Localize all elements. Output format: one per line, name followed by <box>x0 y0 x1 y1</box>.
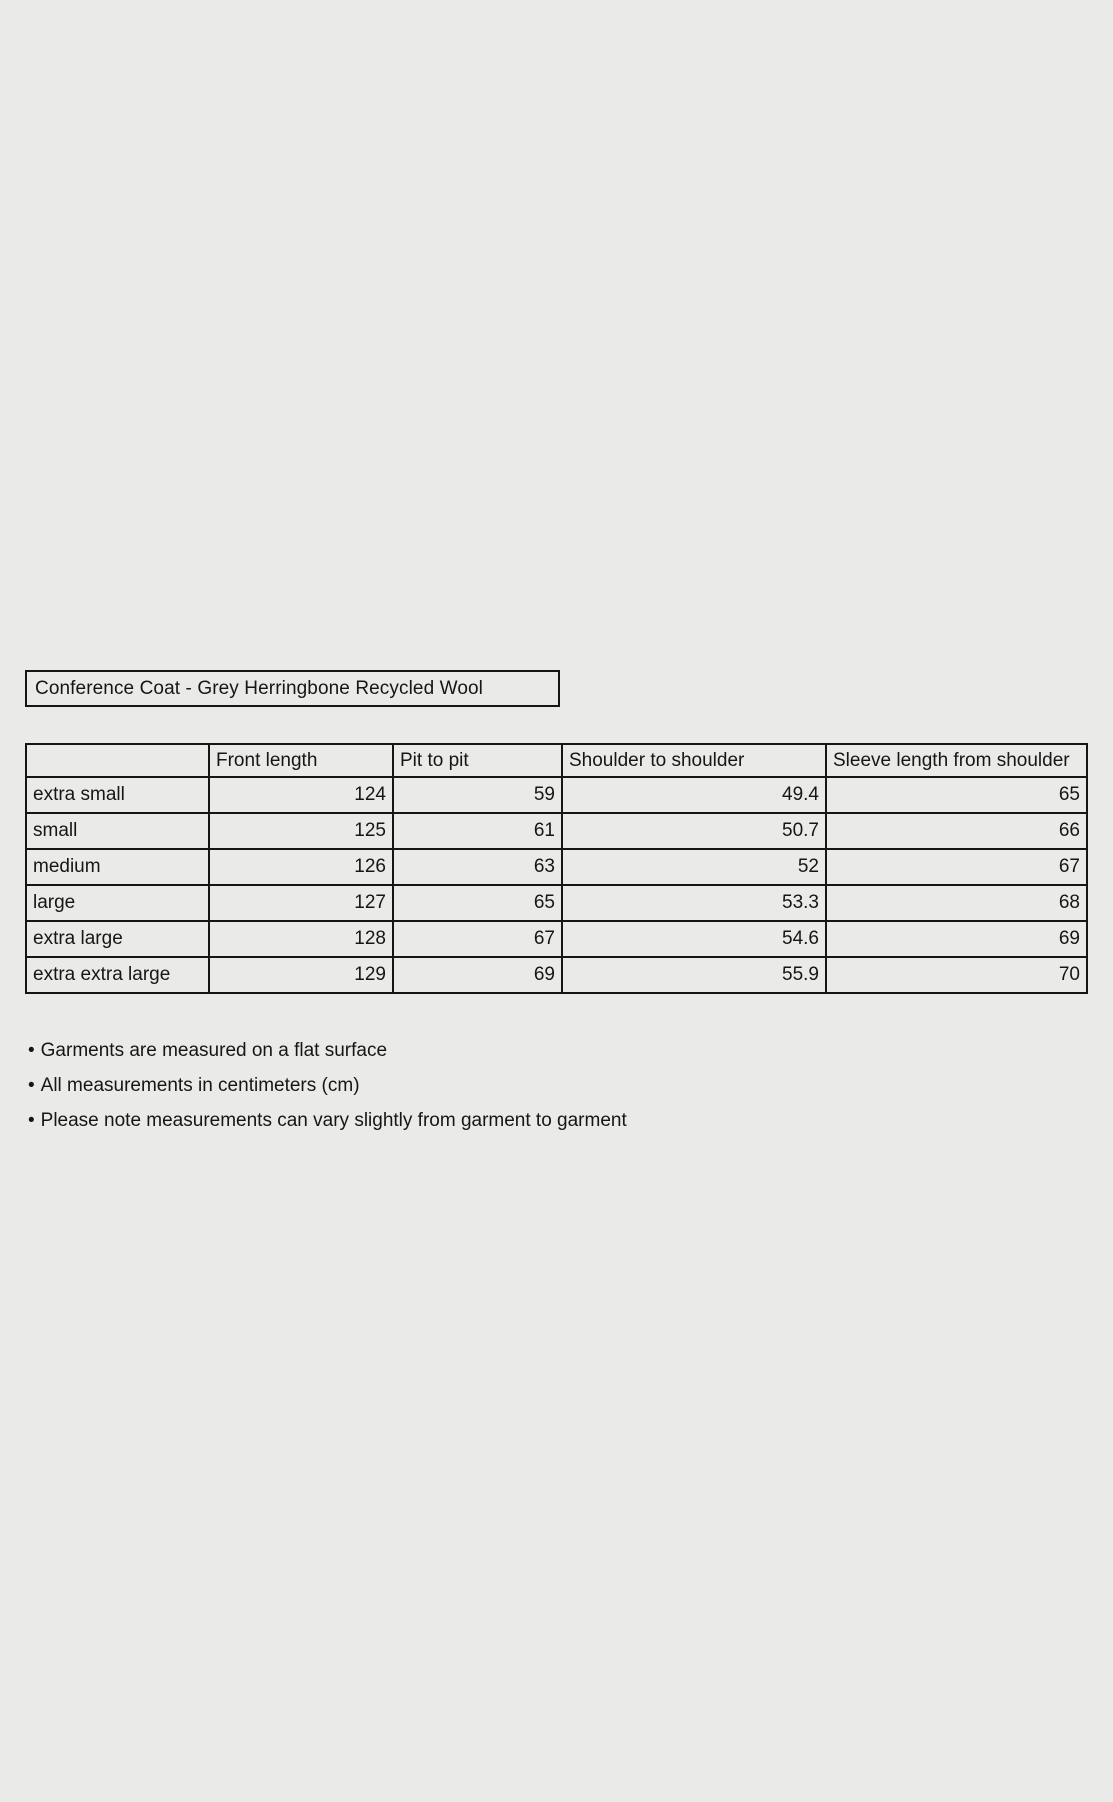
shoulder-to-shoulder-value: 53.3 <box>562 885 826 921</box>
size-label: small <box>26 813 209 849</box>
size-label: extra large <box>26 921 209 957</box>
sleeve-length-value: 66 <box>826 813 1087 849</box>
sleeve-length-value: 68 <box>826 885 1087 921</box>
size-label: extra small <box>26 777 209 813</box>
note-text: Please note measurements can vary slightly from garment to garment <box>40 1110 627 1131</box>
size-label: medium <box>26 849 209 885</box>
front-length-value: 126 <box>209 849 393 885</box>
header-cell-sleeve-length: Sleeve length from shoulder <box>826 744 1087 777</box>
table-row-small <box>26 813 1087 849</box>
front-length-value: 125 <box>209 813 393 849</box>
front-length-value: 129 <box>209 957 393 993</box>
shoulder-to-shoulder-value: 50.7 <box>562 813 826 849</box>
sleeve-length-value: 70 <box>826 957 1087 993</box>
size-chart-table <box>25 743 1088 994</box>
pit-to-pit-value: 59 <box>393 777 562 813</box>
note-line-flat-surface <box>28 1033 627 1068</box>
shoulder-to-shoulder-value: 55.9 <box>562 957 826 993</box>
table-row-medium <box>26 849 1087 885</box>
header-row <box>26 744 1087 777</box>
note-line-centimeters <box>28 1068 627 1103</box>
measurement-notes <box>28 1033 627 1138</box>
sleeve-length-value: 69 <box>826 921 1087 957</box>
header-cell-front-length: Front length <box>209 744 393 777</box>
note-text: All measurements in centimeters (cm) <box>40 1075 360 1096</box>
sleeve-length-value: 67 <box>826 849 1087 885</box>
table-row-extra-extra-large <box>26 957 1087 993</box>
shoulder-to-shoulder-value: 52 <box>562 849 826 885</box>
header-cell-size <box>26 744 209 777</box>
pit-to-pit-value: 63 <box>393 849 562 885</box>
table-row-large <box>26 885 1087 921</box>
table-row-extra-large <box>26 921 1087 957</box>
size-label: extra extra large <box>26 957 209 993</box>
shoulder-to-shoulder-value: 54.6 <box>562 921 826 957</box>
table-row-extra-small <box>26 777 1087 813</box>
header-cell-pit-to-pit: Pit to pit <box>393 744 562 777</box>
header-cell-shoulder-to-shoulder: Shoulder to shoulder <box>562 744 826 777</box>
sleeve-length-value: 65 <box>826 777 1087 813</box>
pit-to-pit-value: 67 <box>393 921 562 957</box>
product-title-box <box>25 670 560 707</box>
front-length-value: 128 <box>209 921 393 957</box>
pit-to-pit-value: 65 <box>393 885 562 921</box>
size-label: large <box>26 885 209 921</box>
bullet-icon: • <box>28 1110 35 1131</box>
note-line-variation <box>28 1103 627 1138</box>
bullet-icon: • <box>28 1040 35 1061</box>
front-length-value: 124 <box>209 777 393 813</box>
bullet-icon: • <box>28 1075 35 1096</box>
front-length-value: 127 <box>209 885 393 921</box>
pit-to-pit-value: 61 <box>393 813 562 849</box>
shoulder-to-shoulder-value: 49.4 <box>562 777 826 813</box>
note-text: Garments are measured on a flat surface <box>40 1040 388 1061</box>
product-title: Conference Coat - Grey Herringbone Recycled Wool <box>35 677 483 699</box>
pit-to-pit-value: 69 <box>393 957 562 993</box>
